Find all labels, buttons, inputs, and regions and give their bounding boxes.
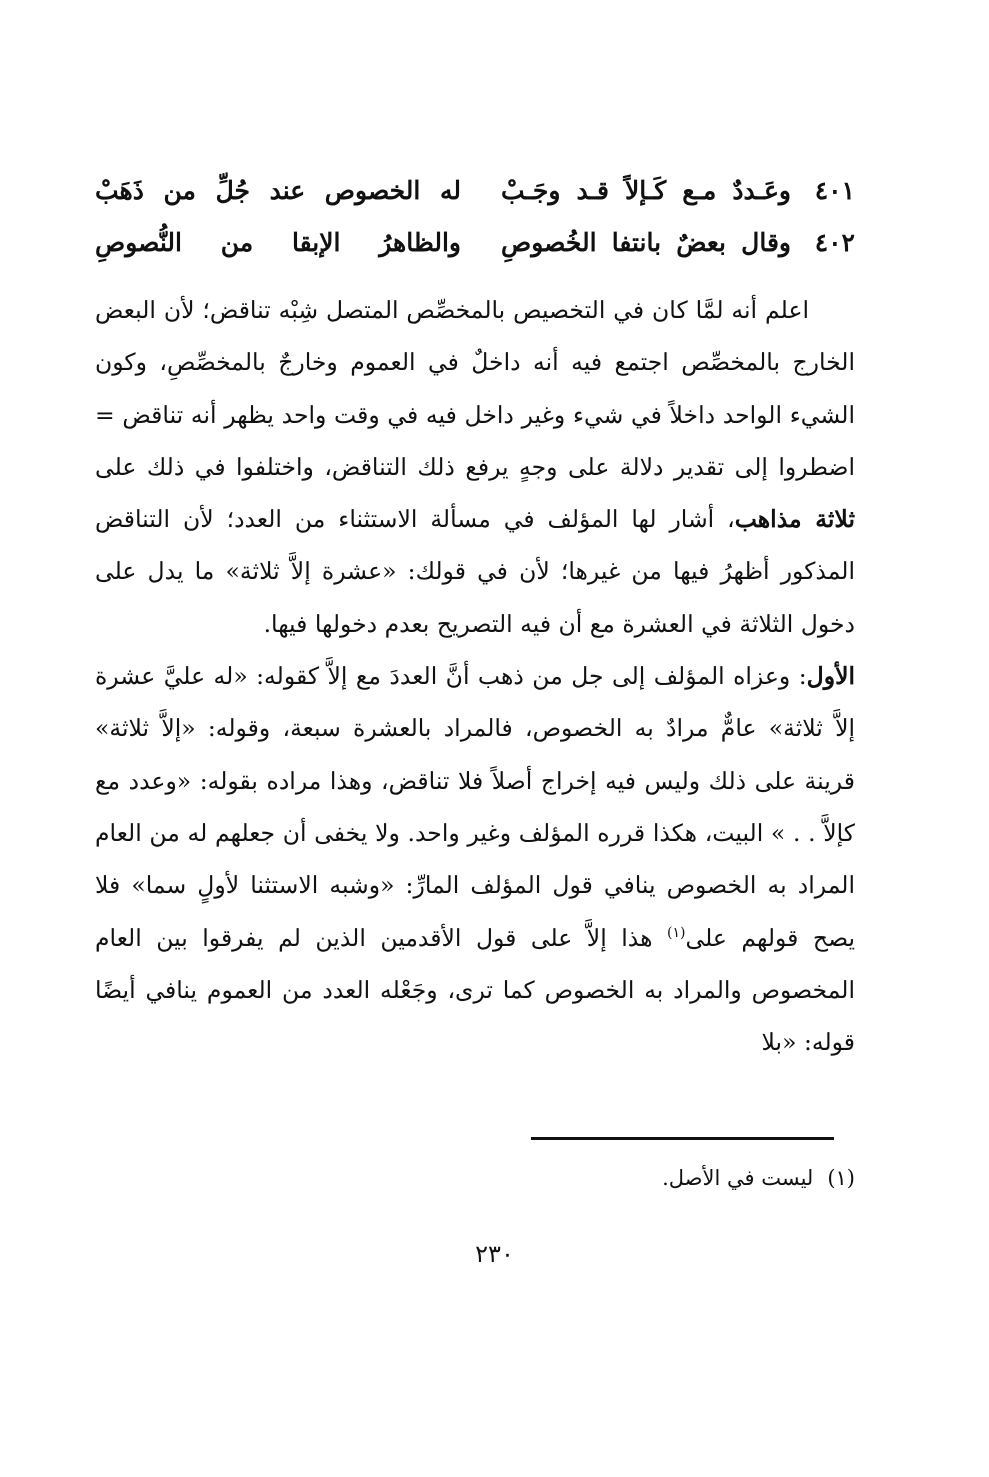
verse-401: [95, 176, 855, 228]
footnote-text: ليست في الأصل.: [662, 1166, 814, 1190]
verse-number: ٤٠٢: [814, 228, 855, 257]
paragraph-text: اعلم أنه لمَّا كان في التخصيص بالمخصِّص المتصل شِبْه تناقض؛ لأن البعض الخارج بالمخصِّص اجتمع فيه أنه داخلٌ في العموم وخارجٌ بالمخصِّصِ، وكون الشيء الواحد داخلاً في شيء وغير داخل فيه في وقت واحد يظهر أنه تناقض = اضطروا إلى تقدير دلالة على وجهٍ يرفع ذلك التناقض، واختلفوا في ذلك على: [95, 296, 855, 481]
commentary-paragraph-2: [95, 650, 855, 1068]
commentary-text: [95, 284, 855, 1068]
verse-second-hemistich: له الخصوص عند جُلِّ من ذَهَبْ: [95, 176, 461, 205]
verse-number: ٤٠١: [814, 176, 855, 205]
verse-402: [95, 228, 855, 280]
paragraph-text: هذا إلاَّ على قول الأقدمين الذين لم يفرقوا بين العام المخصوص والمراد به الخصوص كما ترى، وجَعْله العدد من العموم ينافي أيضًا قوله: «بلا: [95, 923, 855, 1057]
footnote-number: (١): [827, 1166, 855, 1190]
page-number: ٢٣٠: [475, 1240, 514, 1268]
footnote: [95, 1166, 855, 1190]
paragraph-text: ، أشار لها المؤلف في مسألة الاستثناء من العدد؛ لأن التناقض المذكور أظهرُ فيها من غيرها؛ لأن في قولك: «عشرة إلاَّ ثلاثة» ما يدل على دخول الثلاثة في العشرة مع أن فيه التصريح بعدم دخولها فيها.: [95, 505, 855, 638]
verse-first-hemistich: وقال بعضٌ بانتفا الخُصوصِ: [501, 228, 791, 257]
verse-block: [95, 176, 855, 280]
verse-second-hemistich: والظاهرُ الإبقا من النُّصوصِ: [95, 228, 461, 257]
verse-first-hemistich: وعَـددٌ مـع كَـإلاً قـد وجَـبْ: [501, 176, 791, 205]
paragraph-text: : وعزاه المؤلف إلى جل من ذهب أنَّ العددَ مع إلاَّ كقوله: «له عليَّ عشرة إلاَّ ثلاثة» عامٌّ مرادٌ به الخصوص، فالمراد بالعشرة سبعة، وقوله: «إلاَّ ثلاثة» قرينة على ذلك وليس فيه إخراج أصلاً فلا تناقض، وهذا مراده بقوله: «وعدد مع كإلاَّ . . » البيت، هكذا قرره المؤلف وغير واحد. ولا يخفى أن جعلهم له من العام المراد به الخصوص ينافي قول المؤلف المارِّ: «وشبه الاستثنا لأولٍ سما» فلا يصح قولهم على: [95, 662, 855, 952]
commentary-paragraph-1: [95, 284, 855, 650]
section-lead-word: الأول: [806, 662, 855, 691]
bold-phrase: ثلاثة مذاهب: [734, 505, 855, 534]
footnote-reference[interactable]: (١): [667, 924, 686, 941]
footnote-divider: [531, 1137, 834, 1140]
